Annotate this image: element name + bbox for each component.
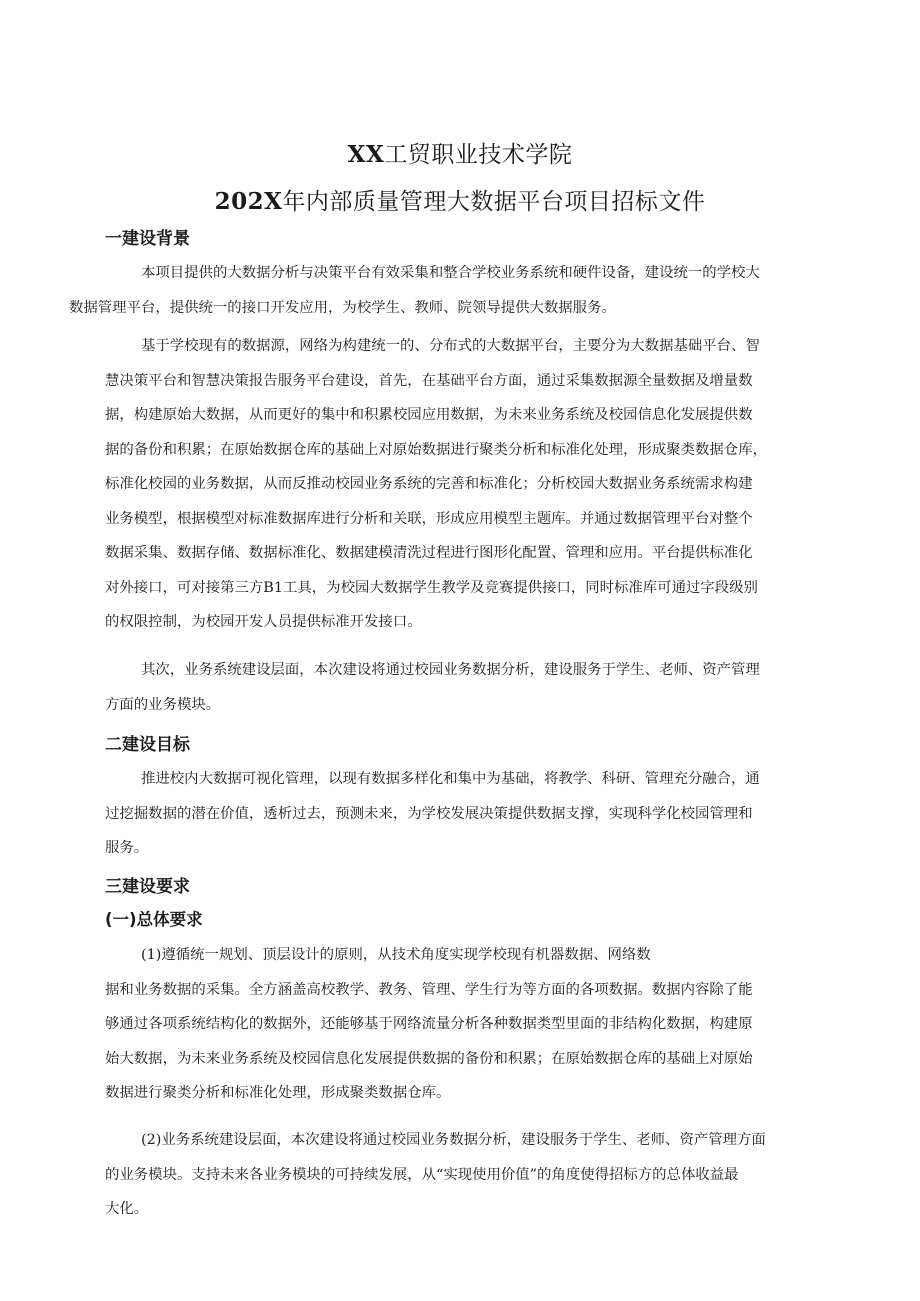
text-line: 本项目提供的大数据分析与决策平台有效采集和整合学校业务系统和硬件设备，建设统一的学校大 (141, 265, 760, 281)
text-line: 过挖掘数据的潜在价值，透析过去，预测未来，为学校发展决策提供数据支撑，实现科学化校园管理和 (105, 805, 753, 822)
text-line: 其次，业务系统建设层面，本次建设将通过校园业务数据分析，建设服务于学生、老师、资产管理 (141, 662, 760, 678)
title-project-year: 202X (214, 188, 283, 215)
paragraph-background-2 (105, 329, 815, 640)
text-line: 方面的业务模块。 (105, 696, 221, 713)
text-line: (2)业务系统建设层面，本次建设将通过校园业务数据分析，建设服务于学生、老师、资产管理方面 (141, 1132, 766, 1148)
section-heading-background: 一建设背景 (105, 229, 190, 249)
section-heading-goals: 二建设目标 (105, 735, 190, 755)
text-line: 据，构建原始大数据，从而更好的集中和积累校园应用数据，为未来业务系统及校园信息化发展提供数 (105, 407, 753, 423)
text-line: 推进校内大数据可视化管理，以现有数据多样化和集中为基础，将教学、科研、管理充分融合，通 (141, 771, 760, 787)
paragraph-goals-1 (105, 762, 815, 866)
text-line: 慧决策平台和智慧决策报告服务平台建设，首先，在基础平台方面，通过采集数据源全量数据及增量数 (105, 372, 753, 389)
paragraph-background-1 (69, 256, 815, 325)
text-line: 数据管理平台，提供统一的接口开发应用，为校学生、教师、院领导提供大数据服务。 (69, 299, 616, 316)
text-line: 始大数据，为未来业务系统及校园信息化发展提供数据的备份和积累；在原始数据仓库的基础上对原始 (105, 1050, 753, 1067)
text-line: 服务。 (105, 840, 149, 856)
text-line: 标准化校园的业务数据，从而反推动校园业务系统的完善和标准化；分析校园大数据业务系统需求构建 (105, 476, 753, 492)
title-institution-name: 工贸职业技术学院 (384, 142, 573, 168)
title-institution-prefix: XX (347, 141, 385, 168)
text-line: 数据采集、数据存储、数据标准化、数据建模清洗过程进行图形化配置、管理和应用。平台提供标准化 (105, 545, 753, 561)
paragraph-requirement-1 (105, 938, 815, 1111)
subsection-heading-overall: (一)总体要求 (105, 910, 203, 929)
document-title-institution (0, 136, 920, 169)
text-line: 的业务模块。支持未来各业务模块的可持续发展，从“实现使用价值”的角度使得招标方的总体收益最 (105, 1166, 739, 1183)
paragraph-background-3 (105, 653, 815, 722)
text-line: 的权限控制，为校园开发人员提供标准开发接口。 (105, 614, 422, 630)
text-line: 够通过各项系统结构化的数据外，还能够基于网络流量分析各种数据类型里面的非结构化数据，构建原 (105, 1016, 753, 1032)
text-line: (1)遵循统一规划、顶层设计的原则，从技术角度实现学校现有机器数据、网络数 (141, 947, 651, 963)
text-line: 大化。 (105, 1201, 149, 1217)
document-title-project (0, 183, 920, 216)
section-heading-requirements: 三建设要求 (105, 877, 190, 897)
text-line: 数据进行聚类分析和标准化处理，形成聚类数据仓库。 (105, 1085, 451, 1101)
title-project-name: 年内部质量管理大数据平台项目招标文件 (282, 189, 706, 215)
text-line: 基于学校现有的数据源，网络为构建统一的、分布式的大数据平台，主要分为大数据基础平台、智 (141, 338, 760, 354)
text-line: 据和业务数据的采集。全方涵盖高校教学、教务、管理、学生行为等方面的各项数据。数据内容除了能 (105, 981, 753, 998)
text-line: 据的备份和积累；在原始数据仓库的基础上对原始数据进行聚类分析和标准化处理，形成聚类数据仓库， (105, 441, 767, 458)
paragraph-requirement-2 (105, 1123, 815, 1227)
text-line: 业务模型，根据模型对标准数据库进行分析和关联，形成应用模型主题库。并通过数据管理平台对整个 (105, 510, 753, 527)
text-line: 对外接口，可对接第三方B1工具，为校园大数据学生教学及竞赛提供接口，同时标准库可通过字段级别 (105, 579, 758, 596)
